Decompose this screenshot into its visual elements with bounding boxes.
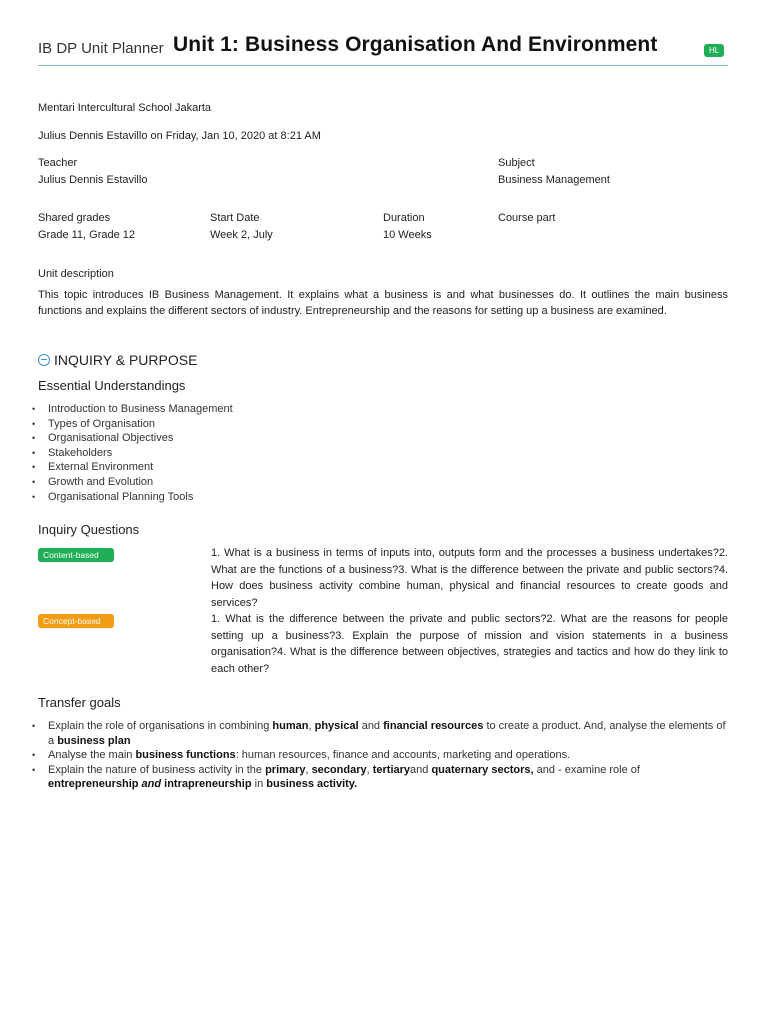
bold-span: business functions <box>135 749 236 762</box>
duration-value: 10 Weeks <box>383 229 432 241</box>
unit-description-label: Unit description <box>38 268 114 280</box>
text-span: , <box>305 763 312 776</box>
author-line: Julius Dennis Estavillo on Friday, Jan 10, 2020 at 8:21 AM <box>38 130 321 142</box>
text-span: Explain the role of organisations in combining <box>48 720 273 732</box>
unit-description-text: This topic introduces IB Business Management. It explains what a business is and what businesses do. It outlines the main business functions and explains the different sectors of industry. Entrepreneurship and the reasons for setting up a business are examined. <box>38 289 728 317</box>
text-span: to create a product. And, analyse the elements of a <box>48 720 726 747</box>
start-date-value: Week 2, July <box>210 229 273 241</box>
bold-span: quaternary sectors, <box>431 763 534 776</box>
list-item: • Organisational Objectives <box>38 431 233 446</box>
list-item <box>38 748 728 763</box>
transfer-goals-list <box>38 719 728 792</box>
duration-label: Duration <box>383 212 425 224</box>
text-span: and <box>358 720 384 732</box>
text-span: Analyse the main <box>48 749 136 762</box>
list-item <box>38 763 728 792</box>
bold-span: human <box>272 720 309 732</box>
content-based-questions: 1. What is a business in terms of inputs into, outputs form and the processes a business undertakes?2. What are the functions of a business?3. What is the difference between the private and public sectors?4. How does business activity combine human, physical and financial resources to create goods and services? <box>211 547 728 609</box>
essential-understandings-title: Essential Understandings <box>38 378 186 393</box>
text-span: , <box>308 720 315 732</box>
grades-value: Grade 11, Grade 12 <box>38 229 136 241</box>
text-span: in <box>251 778 267 791</box>
school-name: Mentari Intercultural School Jakarta <box>38 102 212 114</box>
bold-span: secondary <box>311 763 367 776</box>
inquiry-icon <box>38 354 50 366</box>
grades-label: Shared grades <box>38 212 111 224</box>
bold-span: business plan <box>57 734 131 747</box>
bold-span: tertiary <box>372 763 411 776</box>
inquiry-questions-title: Inquiry Questions <box>38 522 140 537</box>
text-span: and - examine role of <box>533 763 640 776</box>
bold-span: physical <box>314 720 359 732</box>
bold-span: entrepreneurship <box>48 778 142 791</box>
course-part-label: Course part <box>498 212 556 224</box>
list-item: • Organisational Planning Tools <box>38 490 233 505</box>
list-item <box>38 719 728 748</box>
italic-span: and <box>141 778 162 791</box>
bold-span: financial resources <box>383 720 484 732</box>
teacher-label: Teacher <box>38 157 78 169</box>
list-item: • Stakeholders <box>38 446 233 461</box>
subject-value: Business Management <box>498 174 610 186</box>
hl-badge: HL <box>704 44 724 57</box>
inquiry-section-heading <box>38 352 197 368</box>
text-span: , <box>366 763 373 776</box>
essential-understandings-list <box>38 402 233 504</box>
page-header <box>38 30 728 66</box>
teacher-value: Julius Dennis Estavillo <box>38 174 148 186</box>
bold-span: primary <box>265 763 306 776</box>
bold-span: intrapreneurship <box>161 778 252 791</box>
transfer-goals-title: Transfer goals <box>38 695 121 710</box>
list-item: • Types of Organisation <box>38 417 233 432</box>
concept-based-tag: Concept-based <box>38 614 114 628</box>
concept-based-questions: 1. What is the difference between the private and public sectors?2. What are the reasons for people setting up a business?3. Explain the purpose of mission and vision statements in a business organisation?4. What is the difference between objectives, strategies and tactics and how do they link to each other? <box>211 613 728 675</box>
planner-type: IB DP Unit Planner <box>38 40 164 57</box>
list-item: • External Environment <box>38 460 233 475</box>
content-based-tag: Content-based <box>38 548 114 562</box>
inquiry-section-title: INQUIRY & PURPOSE <box>54 352 198 368</box>
text-span: Explain the nature of business activity in the <box>48 763 266 776</box>
start-date-label: Start Date <box>210 212 260 224</box>
subject-label: Subject <box>498 157 535 169</box>
list-item: • Growth and Evolution <box>38 475 233 490</box>
text-span: and <box>410 763 432 776</box>
list-item: • Introduction to Business Management <box>38 402 233 417</box>
bold-span: business activity. <box>266 778 358 791</box>
text-span: : human resources, finance and accounts, marketing and operations. <box>235 749 571 762</box>
page-title: Unit 1: Business Organisation And Environment <box>173 33 658 56</box>
